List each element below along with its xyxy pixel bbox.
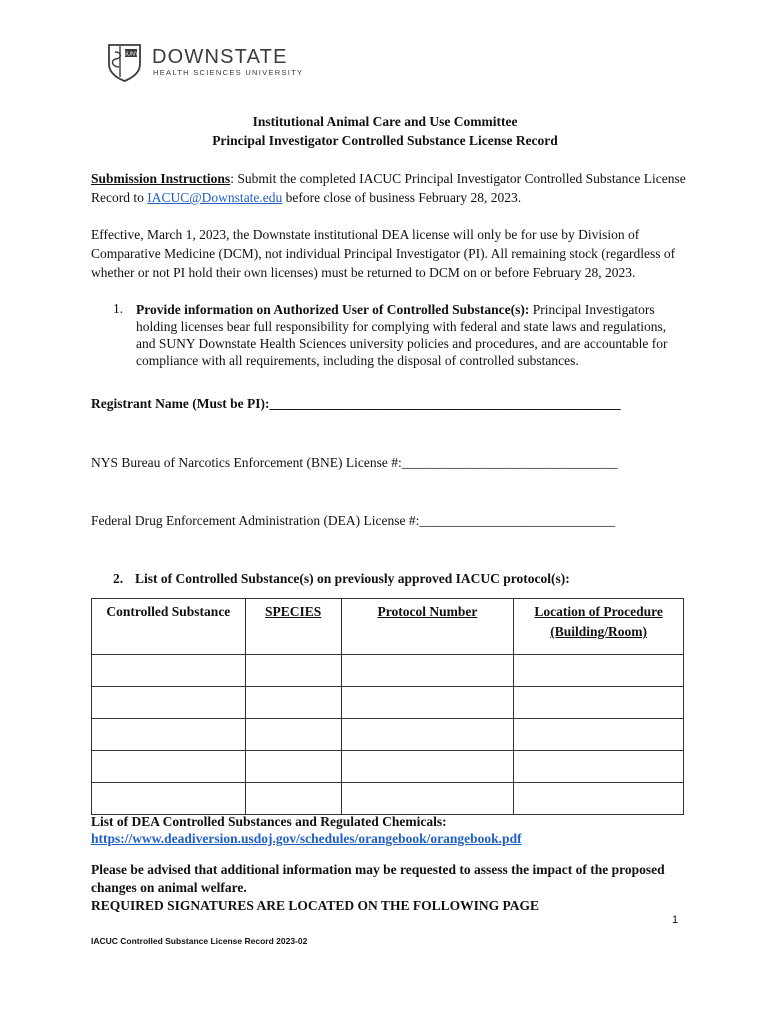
table-cell[interactable]: [514, 655, 684, 687]
table-cell[interactable]: [514, 751, 684, 783]
submission-instructions: [91, 169, 691, 207]
header-controlled-substance: Controlled Substance: [92, 599, 246, 655]
downstate-logo: [106, 42, 306, 82]
table-cell[interactable]: [341, 719, 514, 751]
logo-name: DOWNSTATE: [152, 46, 288, 68]
table-header-row: [92, 599, 684, 655]
table-cell[interactable]: [245, 687, 341, 719]
table-row: [92, 783, 684, 815]
downstate-seal-icon: [106, 42, 146, 82]
effective-notice: Effective, March 1, 2023, the Downstate institutional DEA license will only be for use by Division of Comparative Medicine (DCM), not individual Principal Investigator (PI). All remaining stock (regardless of whether or not PI hold their own licenses) must be returned to DCM on or before February 28, 2023.: [91, 227, 676, 280]
header-location-of-procedure: Location of Procedure (Building/Room): [514, 599, 684, 655]
table-cell[interactable]: [245, 655, 341, 687]
table-cell[interactable]: [245, 719, 341, 751]
section-2-heading: List of Controlled Substance(s) on previously approved IACUC protocol(s):: [135, 571, 570, 586]
table-cell[interactable]: [341, 655, 514, 687]
table-cell[interactable]: [245, 751, 341, 783]
table-cell[interactable]: [514, 687, 684, 719]
dea-orangebook-link[interactable]: [91, 831, 522, 847]
table-cell[interactable]: [92, 719, 246, 751]
instructions-label: Submission Instructions: [91, 171, 231, 186]
title-line-1: Institutional Animal Care and Use Committee: [252, 114, 518, 129]
controlled-substance-table: [91, 598, 684, 815]
table-cell[interactable]: [92, 783, 246, 815]
seal-text: SUNY: [123, 51, 139, 58]
dea-list-label: List of DEA Controlled Substances and Regulated Chemicals:: [91, 814, 447, 829]
section-2-number: 2.: [113, 571, 124, 586]
table-cell[interactable]: [92, 687, 246, 719]
table-cell[interactable]: [341, 687, 514, 719]
table-cell[interactable]: [514, 783, 684, 815]
dea-orangebook-url[interactable]: https://www.deadiversion.usdoj.gov/schedules/orangebook/orangebook.pdf: [91, 831, 522, 846]
table-row: [92, 719, 684, 751]
table-cell[interactable]: [92, 655, 246, 687]
section-1-text: [136, 301, 684, 369]
table-cell[interactable]: [92, 751, 246, 783]
table-row: [92, 687, 684, 719]
section-1-heading: Provide information on Authorized User of Controlled Substance(s):: [136, 302, 530, 317]
dea-license-field[interactable]: Federal Drug Enforcement Administration (DEA) License #:_____________________________: [91, 513, 616, 528]
header-species: SPECIES: [245, 599, 341, 655]
instructions-text-2: before close of business February 28, 2023.: [282, 190, 522, 205]
instructions-text-1: : Submit the completed IACUC Principal Investigator Controlled Substance License Record to: [91, 171, 686, 205]
section-1-body: Principal Investigators holding licenses bear full responsibility for complying with federal and state laws and regulations, and SUNY Downstate Health Sciences university policies and procedures, and are accountable for compliance with all requirements, including the disposal of controlled substances.: [136, 302, 668, 368]
table-cell[interactable]: [514, 719, 684, 751]
table-row: [92, 655, 684, 687]
header-protocol-number: Protocol Number: [341, 599, 514, 655]
section-1-number: 1.: [113, 301, 124, 316]
title-line-2: Principal Investigator Controlled Substance License Record: [212, 133, 558, 148]
logo-subtitle: HEALTH SCIENCES UNIVERSITY: [153, 68, 304, 77]
table-cell[interactable]: [341, 783, 514, 815]
advisory-text: Please be advised that additional information may be requested to assess the impact of the proposed changes on animal welfare.: [91, 862, 665, 895]
document-footer: IACUC Controlled Substance License Record 2023-02: [91, 936, 308, 946]
table-row: [92, 751, 684, 783]
page-number: 1: [672, 914, 679, 926]
table-cell[interactable]: [245, 783, 341, 815]
bne-license-field[interactable]: NYS Bureau of Narcotics Enforcement (BNE) License #:________________________________: [91, 455, 618, 470]
registrant-name-field[interactable]: Registrant Name (Must be PI):____________________________________________________: [91, 396, 621, 411]
table-cell[interactable]: [341, 751, 514, 783]
signatures-notice: REQUIRED SIGNATURES ARE LOCATED ON THE FOLLOWING PAGE: [91, 898, 539, 913]
iacuc-email-link[interactable]: IACUC@Downstate.edu: [147, 190, 283, 205]
